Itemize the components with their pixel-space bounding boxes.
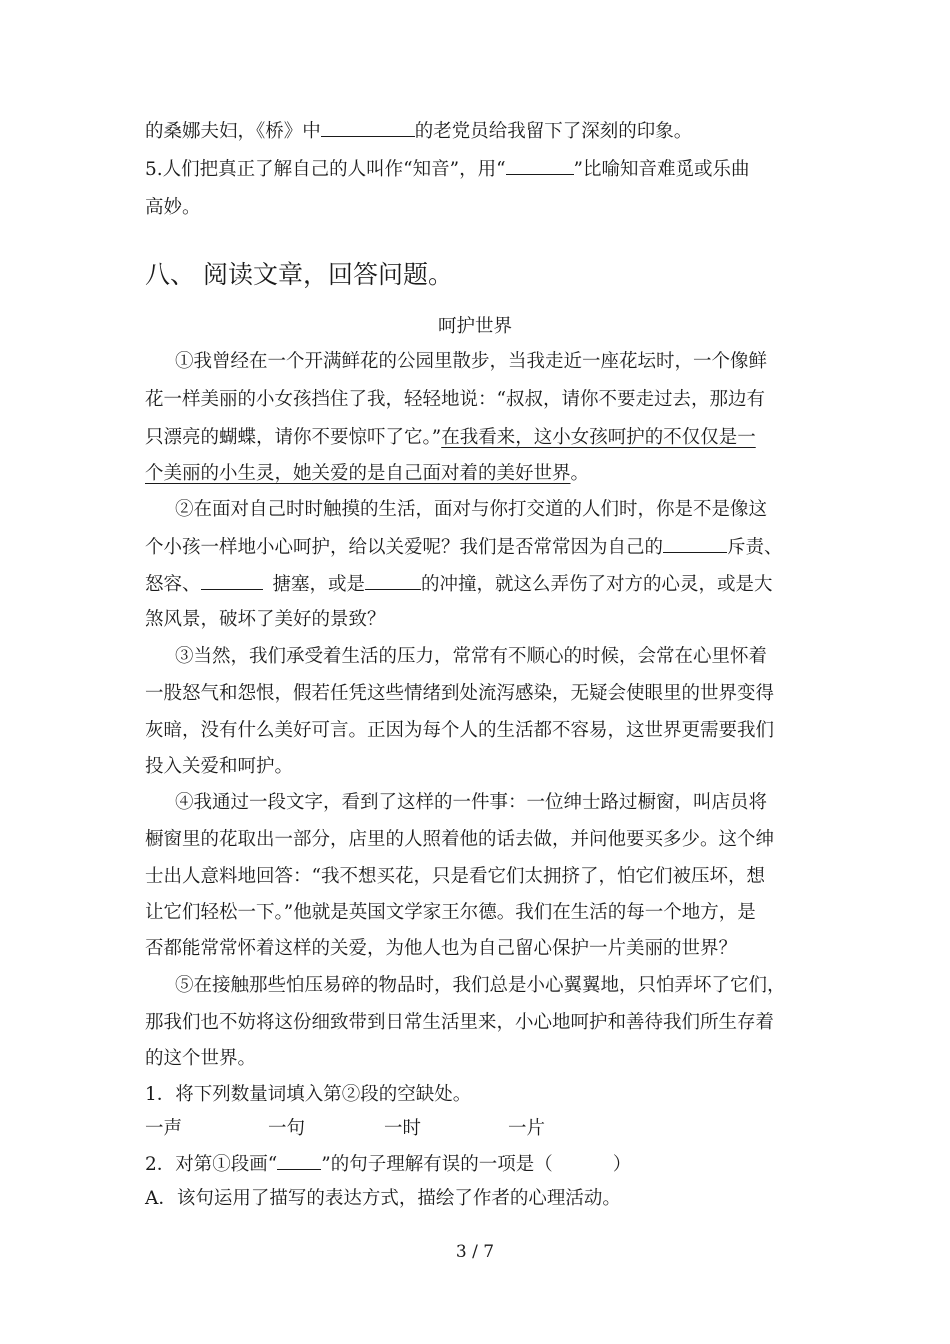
fill-blank xyxy=(321,118,415,137)
word-option: 一时 xyxy=(384,1118,422,1139)
question-2: 2．对第①段画“ ”的句子理解有误的一项是（ ） xyxy=(145,1151,810,1178)
paragraph-line: 只漂亮的蝴蝶，请你不要惊吓了它。”在我看来，这小女孩呵护的不仅仅是一 xyxy=(145,427,756,448)
paragraph-line: 让它们轻松一下。”他就是英国文学家王尔德。我们在生活的每一个地方，是 xyxy=(145,902,756,923)
paragraph-line: 否都能常常怀着这样的关爱，为他人也为自己留心保护一片美丽的世界？ xyxy=(145,938,738,959)
paragraph-line: 个小孩一样地小心呵护，给以关爱呢？我们是否常常因为自己的 斥责、 xyxy=(145,534,810,561)
fill-blank xyxy=(277,1151,321,1170)
fill-blank xyxy=(663,534,727,553)
paragraph-line: 一股怒气和怨恨，假若任凭这些情绪到处流泻感染，无疑会使眼里的世界变得 xyxy=(145,683,775,704)
option-a: A．该句运用了描写的表达方式，描绘了作者的心理活动。 xyxy=(145,1188,621,1209)
paragraph-line: 那我们也不妨将这份细致带到日常生活里来，小心地呵护和善待我们所生存着 xyxy=(145,1012,775,1033)
underlined-sentence: 在我看来，这小女孩呵护的不仅仅是一 xyxy=(441,427,756,448)
fill-blank xyxy=(506,156,574,175)
article-title: 呵护世界 xyxy=(437,316,512,337)
page-number: 3 / 7 xyxy=(455,1242,495,1262)
underlined-sentence: 个美丽的小生灵，她关爱的是自己面对着的美好世界 xyxy=(145,463,571,484)
paragraph-line: ④我通过一段文字，看到了这样的一件事：一位绅士路过橱窗，叫店员将 xyxy=(175,792,768,813)
word-option: 一片 xyxy=(508,1118,546,1139)
fill-blank xyxy=(365,571,421,590)
paragraph-line: 橱窗里的花取出一部分，店里的人照着他的话去做，并问他要买多少。这个绅 xyxy=(145,829,775,850)
paragraph-line: ③当然，我们承受着生活的压力，常常有不顺心的时候，会常在心里怀着 xyxy=(175,646,768,667)
paragraph-line: 灰暗，没有什么美好可言。正因为每个人的生活都不容易，这世界更需要我们 xyxy=(145,720,775,741)
section-heading: 八、 阅读文章，回答问题。 xyxy=(145,260,453,289)
word-option: 一声 xyxy=(145,1118,183,1139)
text-line: 高妙。 xyxy=(145,197,201,218)
paragraph-line: 的这个世界。 xyxy=(145,1048,257,1069)
question-1: 1．将下列数量词填入第②段的空缺处。 xyxy=(145,1084,472,1105)
text-line: 5.人们把真正了解自己的人叫作“知音”，用“ ”比喻知音难觅或乐曲 xyxy=(145,156,810,183)
paragraph-line: ②在面对自己时时触摸的生活，面对与你打交道的人们时，你是不是像这 xyxy=(175,499,768,520)
paragraph-line: 怒容、 搪塞，或是 的冲撞，就这么弄伤了对方的心灵，或是大 xyxy=(145,571,810,598)
paragraph-line: 花一样美丽的小女孩挡住了我，轻轻地说：“叔叔，请你不要走过去，那边有 xyxy=(145,389,765,410)
paragraph-line: ⑤在接触那些怕压易碎的物品时，我们总是小心翼翼地，只怕弄坏了它们， xyxy=(175,975,786,996)
paragraph-line: 投入关爱和呵护。 xyxy=(145,756,294,777)
fill-blank xyxy=(201,571,263,590)
paragraph-line: 士出人意料地回答：“我不想买花，只是看它们太拥挤了，怕它们被压坏，想 xyxy=(145,866,765,887)
paragraph-line: 煞风景，破坏了美好的景致？ xyxy=(145,609,386,630)
word-option: 一句 xyxy=(268,1118,306,1139)
paragraph-line: ①我曾经在一个开满鲜花的公园里散步，当我走近一座花坛时，一个像鲜 xyxy=(175,351,768,372)
paragraph-line: 个美丽的小生灵，她关爱的是自己面对着的美好世界。 xyxy=(145,463,590,484)
text-line: 的桑娜夫妇，《桥》中 的老党员给我留下了深刻的印象。 xyxy=(145,118,810,145)
